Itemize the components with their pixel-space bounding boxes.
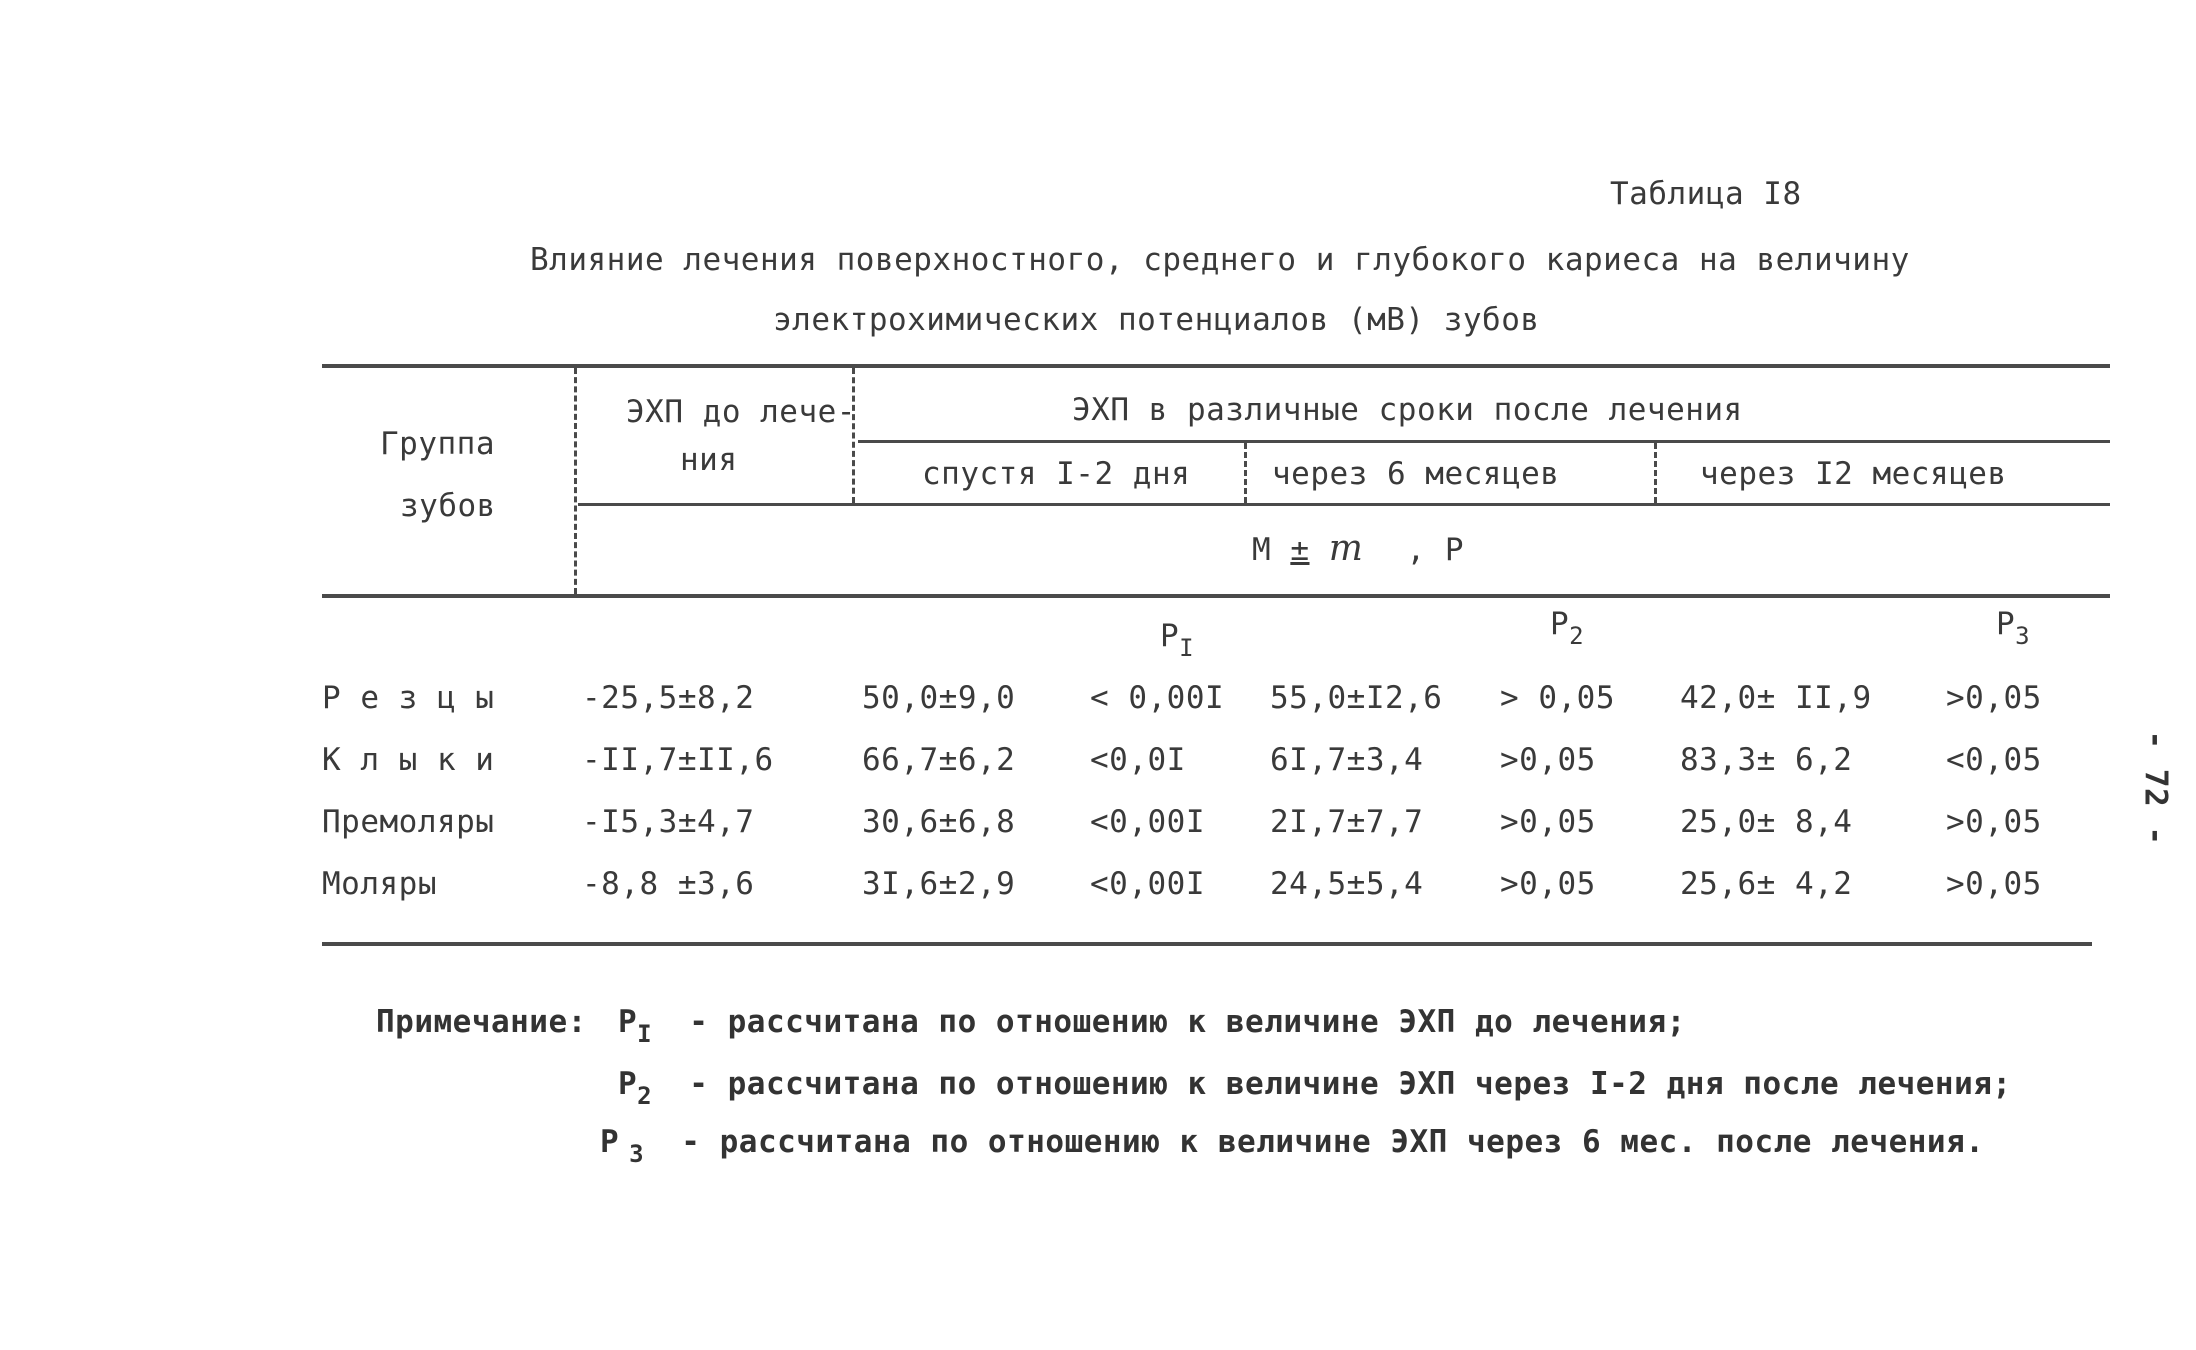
vertical-divider-group — [574, 368, 577, 594]
header-stats — [1252, 528, 1464, 569]
header-group-line2: зубов — [400, 488, 496, 524]
note-1: $Р_I$ - рассчитана по отношению к величине ЭХП до лечения; — [618, 1004, 1686, 1048]
row-1-p3: >0,05 — [1946, 680, 2042, 716]
table-title-line1: Влияние лечения поверхностного, среднего и глубокого кариеса на величину — [530, 242, 1910, 278]
row-3-m6: 2I,7±7,7 — [1270, 804, 1424, 840]
header-period2: через 6 месяцев — [1272, 456, 1560, 492]
row-2-d1: 66,7±6,2 — [862, 742, 1016, 778]
row-4-d1: 3I,6±2,9 — [862, 866, 1016, 902]
header-period3: через I2 месяцев — [1700, 456, 2007, 492]
table-title-line2: электрохимических потенциалов (мВ) зубов — [773, 302, 1540, 338]
vertical-divider-before — [852, 368, 855, 503]
row-4-p3: >0,05 — [1946, 866, 2042, 902]
table-top-rule — [322, 364, 2110, 368]
row-3-p1: <0,00I — [1090, 804, 1205, 840]
header-after-rule — [858, 440, 2110, 443]
header-stats-rule — [578, 503, 2110, 506]
notes-label: Примечание: — [376, 1004, 587, 1040]
row-3-p3: >0,05 — [1946, 804, 2042, 840]
header-period1: спустя I-2 дня — [922, 456, 1191, 492]
note-3: Р $_3$ - рассчитана по отношению к величине ЭХП через 6 мес. после лечения. — [600, 1124, 1985, 1168]
row-3-p2: >0,05 — [1500, 804, 1596, 840]
stats-small-m: m — [1328, 528, 1364, 569]
row-4-m12: 25,6± 4,2 — [1680, 866, 1853, 902]
row-1-p2: > 0,05 — [1500, 680, 1615, 716]
vertical-divider-period2 — [1654, 443, 1657, 503]
p2-header: $Р_2$ — [1550, 606, 1585, 650]
p1-header: $Р_I$ — [1160, 618, 1195, 662]
row-1-d1: 50,0±9,0 — [862, 680, 1016, 716]
row-1-m6: 55,0±I2,6 — [1270, 680, 1443, 716]
row-2-group: К л ы к и — [322, 742, 495, 778]
table-bottom-rule — [322, 942, 2092, 946]
row-4-m6: 24,5±5,4 — [1270, 866, 1424, 902]
row-3-m12: 25,0± 8,4 — [1680, 804, 1853, 840]
row-2-p2: >0,05 — [1500, 742, 1596, 778]
row-2-p3: <0,05 — [1946, 742, 2042, 778]
row-1-before: -25,5±8,2 — [582, 680, 755, 716]
stats-p: , Р — [1406, 532, 1464, 568]
stats-m: М — [1252, 532, 1272, 568]
row-1-m12: 42,0± II,9 — [1680, 680, 1872, 716]
row-2-m12: 83,3± 6,2 — [1680, 742, 1853, 778]
row-2-p1: <0,0I — [1090, 742, 1186, 778]
row-4-p1: <0,00I — [1090, 866, 1205, 902]
stats-plus-minus: ± — [1290, 532, 1310, 568]
row-4-p2: >0,05 — [1500, 866, 1596, 902]
row-2-before: -II,7±II,6 — [582, 742, 774, 778]
header-after: ЭХП в различные сроки после лечения — [1072, 392, 1743, 428]
table-label: Таблица I8 — [1610, 176, 1802, 212]
row-2-m6: 6I,7±3,4 — [1270, 742, 1424, 778]
vertical-divider-period1 — [1244, 443, 1247, 503]
row-4-group: Моляры — [322, 866, 437, 902]
row-4-before: -8,8 ±3,6 — [582, 866, 755, 902]
header-before-line1: ЭХП до лече- — [626, 394, 856, 430]
note-2: $Р_2$ - рассчитана по отношению к величине ЭХП через I-2 дня после лечения; — [618, 1066, 2012, 1110]
row-3-before: -I5,3±4,7 — [582, 804, 755, 840]
p3-header: $Р_3$ — [1996, 606, 2031, 650]
page-number: - 72 - — [2137, 730, 2174, 846]
row-3-d1: 30,6±6,8 — [862, 804, 1016, 840]
header-before-line2: ния — [680, 442, 738, 478]
header-group-line1: Группа — [380, 426, 495, 462]
row-3-group: Премоляры — [322, 804, 495, 840]
row-1-group: Р е з ц ы — [322, 680, 495, 716]
header-bottom-rule — [322, 594, 2110, 598]
row-1-p1: < 0,00I — [1090, 680, 1225, 716]
